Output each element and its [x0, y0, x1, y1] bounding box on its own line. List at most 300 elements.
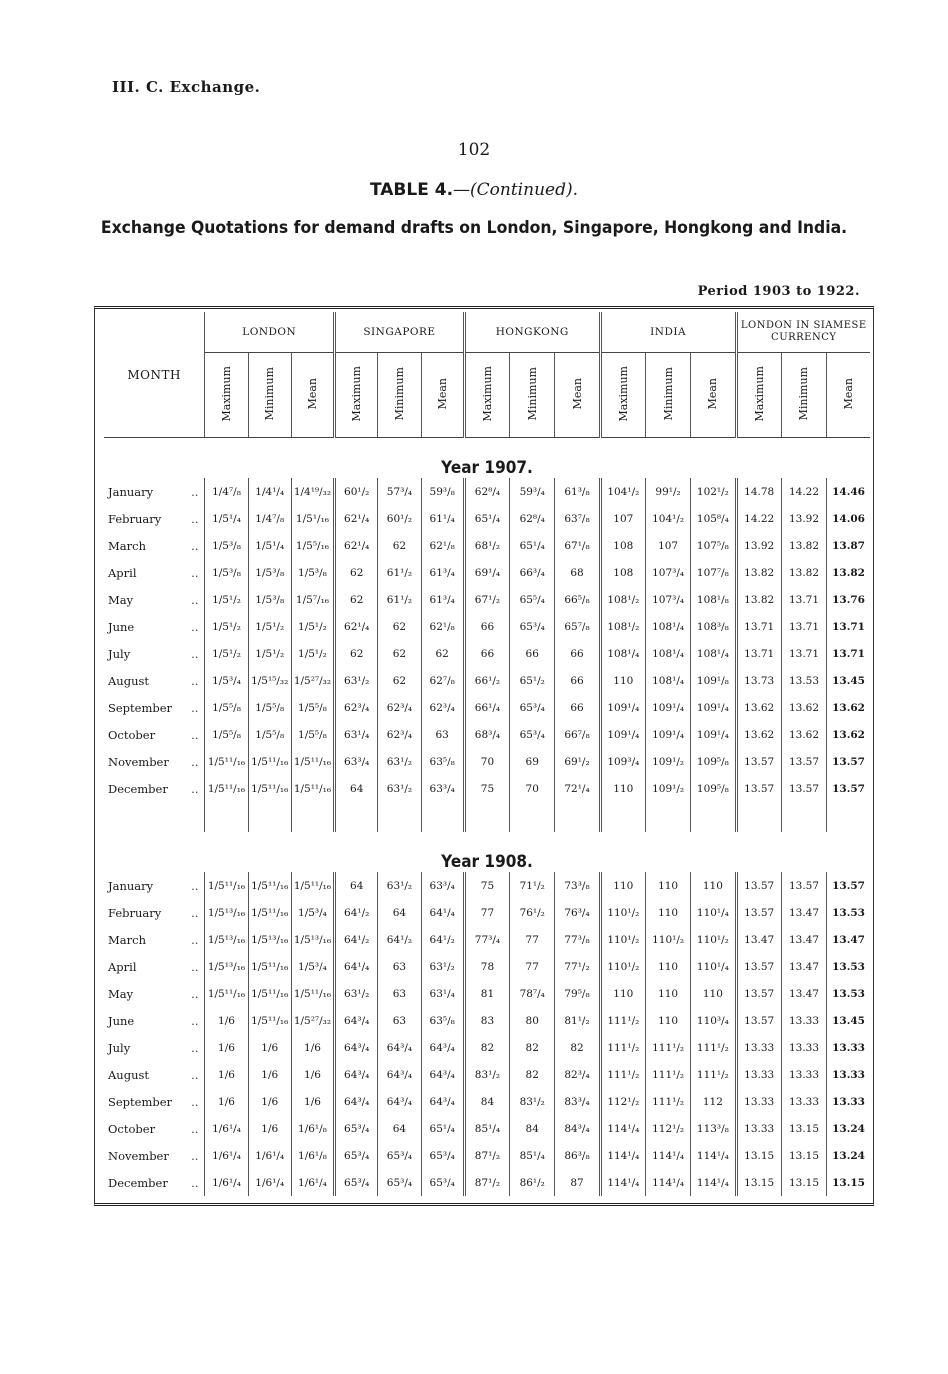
value-cell: 1/6 [291, 1088, 334, 1115]
value-cell: 83³/₄ [555, 1088, 600, 1115]
table-row [104, 1034, 870, 1061]
value-cell: 64¹/₄ [421, 899, 464, 926]
value-cell: 13.33 [781, 1007, 826, 1034]
value-cell: 62¹/₈ [421, 613, 464, 640]
value-cell: 63³/₄ [421, 872, 464, 899]
leader-dots: .. [191, 1121, 199, 1136]
value-cell: 64¹/₂ [335, 926, 378, 953]
value-cell: 13.57 [827, 872, 870, 899]
value-cell: 65¹/₄ [510, 532, 555, 559]
value-cell: 110 [645, 1007, 690, 1034]
value-cell: 1/6¹/₄ [205, 1115, 248, 1142]
value-cell: 66¹/₄ [464, 694, 509, 721]
value-cell: 62 [335, 640, 378, 667]
value-cell: 13.62 [736, 694, 781, 721]
value-cell: 65³/₄ [510, 694, 555, 721]
value-cell: 1/5¹¹/₁₆ [291, 748, 334, 775]
value-cell: 13.53 [781, 667, 826, 694]
value-cell: 63 [378, 953, 421, 980]
value-cell: 66 [464, 640, 509, 667]
value-cell: 1/6 [248, 1061, 291, 1088]
value-cell: 71¹/₂ [510, 872, 555, 899]
sub-header-min [248, 353, 291, 438]
value-cell: 13.57 [736, 775, 781, 802]
month-name: November [108, 1148, 169, 1163]
sub-header-label: Mean [842, 377, 856, 410]
value-cell: 64³/₄ [421, 1088, 464, 1115]
value-cell: 1/6¹/₄ [248, 1142, 291, 1169]
value-cell: 83¹/₂ [510, 1088, 555, 1115]
value-cell: 1/5¹¹/₁₆ [248, 980, 291, 1007]
leader-dots: .. [191, 619, 199, 634]
value-cell: 107⁷/₈ [691, 559, 736, 586]
value-cell: 109¹/₂ [645, 775, 690, 802]
table-row [104, 1007, 870, 1034]
leader-dots: .. [191, 781, 199, 796]
value-cell: 75 [464, 872, 509, 899]
value-cell: 66 [510, 640, 555, 667]
value-cell: 81¹/₂ [555, 1007, 600, 1034]
leader-dots: .. [191, 700, 199, 715]
sub-header-mean [827, 353, 870, 438]
value-cell: 63¹/₂ [421, 953, 464, 980]
group-header-india: INDIA [600, 312, 736, 353]
sub-header-row [104, 353, 870, 438]
value-cell: 1/5⁵/₈ [291, 721, 334, 748]
value-cell: 65³/₄ [335, 1169, 378, 1196]
value-cell: 13.71 [827, 640, 870, 667]
value-cell: 13.62 [827, 721, 870, 748]
value-cell: 111¹/₂ [691, 1061, 736, 1088]
value-cell: 110 [645, 953, 690, 980]
value-cell: 63¹/₄ [421, 980, 464, 1007]
value-cell: 1/5¹/₂ [248, 613, 291, 640]
value-cell: 111¹/₂ [645, 1088, 690, 1115]
month-name: March [108, 932, 146, 947]
value-cell: 13.33 [736, 1115, 781, 1142]
value-cell: 1/5³/₈ [291, 559, 334, 586]
sub-header-mean [691, 353, 736, 438]
value-cell: 65¹/₄ [464, 505, 509, 532]
value-cell: 1/5¹¹/₁₆ [291, 980, 334, 1007]
value-cell: 57³/₄ [378, 478, 421, 505]
value-cell: 66 [555, 667, 600, 694]
value-cell: 78 [464, 953, 509, 980]
value-cell: 13.53 [827, 980, 870, 1007]
value-cell: 1/5¹/₂ [248, 640, 291, 667]
leader-dots: .. [191, 1040, 199, 1055]
month-name: May [108, 592, 134, 607]
value-cell: 13.62 [781, 694, 826, 721]
value-cell: 13.53 [827, 899, 870, 926]
month-cell [104, 1007, 205, 1034]
value-cell: 62³/₄ [421, 694, 464, 721]
value-cell: 1/5³/₈ [248, 586, 291, 613]
value-cell: 13.53 [827, 953, 870, 980]
value-cell: 102¹/₂ [691, 478, 736, 505]
value-cell: 1/5¹/₄ [248, 532, 291, 559]
value-cell: 13.57 [781, 748, 826, 775]
value-cell: 110 [645, 899, 690, 926]
value-cell: 77 [464, 899, 509, 926]
value-cell: 112 [691, 1088, 736, 1115]
value-cell: 108 [600, 532, 645, 559]
value-cell: 13.57 [736, 953, 781, 980]
table-body [104, 438, 870, 1197]
value-cell: 109¹/₄ [691, 721, 736, 748]
table-row [104, 478, 870, 505]
value-cell: 108¹/₄ [691, 640, 736, 667]
value-cell: 1/4⁷/₈ [248, 505, 291, 532]
value-cell: 112¹/₂ [600, 1088, 645, 1115]
table-row [104, 926, 870, 953]
value-cell: 62 [378, 667, 421, 694]
value-cell: 82³/₄ [555, 1061, 600, 1088]
value-cell: 13.71 [736, 640, 781, 667]
value-cell: 75 [464, 775, 509, 802]
year-heading-row [104, 438, 870, 479]
period-label: Period 1903 to 1922. [697, 284, 860, 299]
leader-dots: .. [191, 673, 199, 688]
value-cell: 104¹/₂ [645, 505, 690, 532]
value-cell: 84³/₄ [555, 1115, 600, 1142]
value-cell: 1/6 [248, 1034, 291, 1061]
value-cell: 13.47 [827, 926, 870, 953]
value-cell: 13.57 [781, 775, 826, 802]
value-cell: 85¹/₄ [510, 1142, 555, 1169]
year-heading: Year 1908. [441, 852, 533, 872]
month-cell [104, 640, 205, 667]
value-cell: 62¹/₄ [335, 505, 378, 532]
value-cell: 1/5¹³/₁₆ [291, 926, 334, 953]
value-cell: 1/6¹/₈ [291, 1142, 334, 1169]
value-cell: 13.82 [736, 586, 781, 613]
value-cell: 1/5¹/₂ [205, 640, 248, 667]
value-cell: 86¹/₂ [510, 1169, 555, 1196]
month-name: August [108, 1067, 150, 1082]
table-title [0, 180, 948, 200]
month-cell [104, 980, 205, 1007]
value-cell: 13.57 [736, 872, 781, 899]
value-cell: 79⁵/₈ [555, 980, 600, 1007]
value-cell: 62 [378, 640, 421, 667]
value-cell: 1/5¹⁵/₃₂ [248, 667, 291, 694]
value-cell: 114¹/₄ [600, 1115, 645, 1142]
value-cell: 62 [335, 586, 378, 613]
value-cell: 108¹/₄ [645, 613, 690, 640]
value-cell: 110¹/₂ [645, 926, 690, 953]
page-number: 102 [457, 140, 491, 160]
value-cell: 65¹/₂ [510, 667, 555, 694]
value-cell: 64³/₄ [335, 1007, 378, 1034]
value-cell: 13.73 [736, 667, 781, 694]
value-cell: 109⁵/₈ [691, 775, 736, 802]
value-cell: 86³/₈ [555, 1142, 600, 1169]
leader-dots: .. [191, 484, 199, 499]
value-cell: 70 [510, 775, 555, 802]
value-cell: 77³/₈ [555, 926, 600, 953]
value-cell: 107 [600, 505, 645, 532]
leader-dots: .. [191, 905, 199, 920]
value-cell: 82 [464, 1034, 509, 1061]
value-cell: 68³/₄ [464, 721, 509, 748]
value-cell: 1/5¹¹/₁₆ [205, 775, 248, 802]
value-cell: 63⁷/₈ [555, 505, 600, 532]
value-cell: 63⁵/₈ [421, 1007, 464, 1034]
value-cell: 60¹/₂ [378, 505, 421, 532]
value-cell: 112¹/₂ [645, 1115, 690, 1142]
value-cell: 63⁵/₈ [421, 748, 464, 775]
value-cell: 62 [378, 613, 421, 640]
value-cell: 13.82 [781, 559, 826, 586]
value-cell: 1/5⁵/₈ [291, 694, 334, 721]
value-cell: 110 [600, 872, 645, 899]
value-cell: 13.82 [827, 559, 870, 586]
value-cell: 13.71 [781, 640, 826, 667]
value-cell: 76¹/₂ [510, 899, 555, 926]
value-cell: 1/5¹³/₁₆ [205, 953, 248, 980]
leader-dots: .. [191, 1067, 199, 1082]
value-cell: 109¹/₂ [645, 748, 690, 775]
value-cell: 62⁸/₄ [510, 505, 555, 532]
month-name: October [108, 727, 156, 742]
value-cell: 1/6 [205, 1007, 248, 1034]
value-cell: 14.78 [736, 478, 781, 505]
sub-header-min [781, 353, 826, 438]
value-cell: 109¹/₄ [600, 694, 645, 721]
value-cell: 63 [378, 1007, 421, 1034]
table-row [104, 1142, 870, 1169]
table-row [104, 667, 870, 694]
value-cell: 1/5¹¹/₁₆ [248, 1007, 291, 1034]
value-cell: 13.57 [736, 980, 781, 1007]
value-cell: 110¹/₂ [600, 926, 645, 953]
month-cell [104, 1142, 205, 1169]
table-row [104, 775, 870, 802]
value-cell: 63¹/₂ [335, 980, 378, 1007]
leader-dots: .. [191, 986, 199, 1001]
value-cell: 62 [378, 532, 421, 559]
leader-dots: .. [191, 1094, 199, 1109]
value-cell: 66 [555, 694, 600, 721]
value-cell: 77³/₄ [464, 926, 509, 953]
value-cell: 14.22 [736, 505, 781, 532]
value-cell: 107³/₄ [645, 559, 690, 586]
value-cell: 66 [464, 613, 509, 640]
sub-header-label: Mean [706, 377, 720, 410]
value-cell: 13.57 [736, 899, 781, 926]
value-cell: 62 [335, 559, 378, 586]
table-row [104, 1061, 870, 1088]
leader-dots: .. [191, 932, 199, 947]
month-name: February [108, 511, 162, 526]
value-cell: 1/5¹/₂ [291, 640, 334, 667]
value-cell: 108¹/₂ [600, 613, 645, 640]
value-cell: 108¹/₄ [645, 640, 690, 667]
sub-header-label: Maximum [616, 365, 630, 422]
leader-dots: .. [191, 646, 199, 661]
leader-dots: .. [191, 878, 199, 893]
leader-dots: .. [191, 565, 199, 580]
value-cell: 1/6 [205, 1088, 248, 1115]
value-cell: 13.33 [781, 1034, 826, 1061]
value-cell: 13.62 [781, 721, 826, 748]
value-cell: 111¹/₂ [645, 1034, 690, 1061]
value-cell: 14.22 [781, 478, 826, 505]
value-cell: 66⁷/₈ [555, 721, 600, 748]
value-cell: 77 [510, 953, 555, 980]
month-name: January [108, 878, 154, 893]
month-cell [104, 667, 205, 694]
month-name: August [108, 673, 150, 688]
value-cell: 1/5¹/₄ [205, 505, 248, 532]
value-cell: 65³/₄ [378, 1142, 421, 1169]
value-cell: 13.71 [736, 613, 781, 640]
value-cell: 85¹/₄ [464, 1115, 509, 1142]
value-cell: 65⁷/₈ [555, 613, 600, 640]
value-cell: 107⁵/₈ [691, 532, 736, 559]
value-cell: 61³/₄ [421, 559, 464, 586]
value-cell: 64 [335, 872, 378, 899]
month-name: March [108, 538, 146, 553]
leader-dots: .. [191, 592, 199, 607]
value-cell: 70 [464, 748, 509, 775]
value-cell: 87¹/₂ [464, 1142, 509, 1169]
sub-header-label: Maximum [480, 365, 494, 422]
month-cell [104, 872, 205, 899]
sub-header-label: Minimum [797, 366, 811, 421]
month-name: December [108, 781, 168, 796]
table-row [104, 1088, 870, 1115]
value-cell: 64³/₄ [335, 1088, 378, 1115]
sub-header-label: Maximum [219, 365, 233, 422]
leader-dots: .. [191, 1148, 199, 1163]
month-name: June [108, 1013, 135, 1028]
value-cell: 13.24 [827, 1115, 870, 1142]
month-cell [104, 505, 205, 532]
value-cell: 110 [691, 872, 736, 899]
value-cell: 64³/₄ [335, 1061, 378, 1088]
value-cell: 13.24 [827, 1142, 870, 1169]
month-cell [104, 613, 205, 640]
sub-header-min [510, 353, 555, 438]
table-row [104, 721, 870, 748]
month-cell [104, 1088, 205, 1115]
value-cell: 68¹/₂ [464, 532, 509, 559]
value-cell: 63 [378, 980, 421, 1007]
sub-header-max [600, 353, 645, 438]
value-cell: 64³/₄ [378, 1034, 421, 1061]
sub-header-max [335, 353, 378, 438]
value-cell: 1/6 [291, 1061, 334, 1088]
table-row [104, 899, 870, 926]
sub-header-label: Maximum [752, 365, 766, 422]
value-cell: 13.71 [827, 613, 870, 640]
sub-header-label: Minimum [392, 366, 406, 421]
month-cell [104, 775, 205, 802]
value-cell: 1/6 [205, 1034, 248, 1061]
value-cell: 83 [464, 1007, 509, 1034]
sub-header-label: Mean [305, 377, 319, 410]
value-cell: 66⁵/₈ [555, 586, 600, 613]
table-row [104, 953, 870, 980]
spacer-row [104, 802, 870, 832]
value-cell: 64 [335, 775, 378, 802]
value-cell: 1/5¹³/₁₆ [248, 926, 291, 953]
value-cell: 62³/₄ [378, 694, 421, 721]
value-cell: 76³/₄ [555, 899, 600, 926]
value-cell: 13.57 [781, 872, 826, 899]
value-cell: 67¹/₂ [464, 586, 509, 613]
value-cell: 110³/₄ [691, 1007, 736, 1034]
value-cell: 1/6 [248, 1088, 291, 1115]
value-cell: 13.57 [736, 1007, 781, 1034]
month-name: September [108, 700, 173, 715]
value-cell: 1/4⁷/₈ [205, 478, 248, 505]
value-cell: 1/5⁵/₈ [205, 721, 248, 748]
value-cell: 13.82 [781, 532, 826, 559]
value-cell: 65³/₄ [378, 1169, 421, 1196]
value-cell: 63³/₄ [335, 748, 378, 775]
value-cell: 104¹/₂ [600, 478, 645, 505]
value-cell: 13.47 [781, 953, 826, 980]
value-cell: 1/5¹³/₁₆ [205, 926, 248, 953]
value-cell: 1/6 [205, 1061, 248, 1088]
value-cell: 82 [555, 1034, 600, 1061]
value-cell: 84 [510, 1115, 555, 1142]
value-cell: 1/5¹¹/₁₆ [248, 899, 291, 926]
value-cell: 110 [691, 980, 736, 1007]
value-cell: 110¹/₂ [600, 953, 645, 980]
value-cell: 108³/₈ [691, 613, 736, 640]
value-cell: 1/6 [291, 1034, 334, 1061]
value-cell: 59³/₈ [421, 478, 464, 505]
value-cell: 99¹/₂ [645, 478, 690, 505]
leader-dots: .. [191, 1013, 199, 1028]
month-cell [104, 953, 205, 980]
value-cell: 84 [464, 1088, 509, 1115]
value-cell: 64 [378, 899, 421, 926]
value-cell: 69¹/₂ [555, 748, 600, 775]
table-row [104, 872, 870, 899]
value-cell: 66³/₄ [510, 559, 555, 586]
value-cell: 81 [464, 980, 509, 1007]
value-cell: 65³/₄ [335, 1142, 378, 1169]
group-header-hongkong: HONGKONG [464, 312, 600, 353]
leader-dots: .. [191, 538, 199, 553]
table-row [104, 748, 870, 775]
value-cell: 108 [600, 559, 645, 586]
value-cell: 114¹/₄ [691, 1169, 736, 1196]
table-row [104, 694, 870, 721]
table-row [104, 532, 870, 559]
value-cell: 1/5³/₄ [205, 667, 248, 694]
value-cell: 82 [510, 1061, 555, 1088]
group-header-london: LONDON [205, 312, 335, 353]
sub-header-mean [291, 353, 334, 438]
value-cell: 64¹/₄ [335, 953, 378, 980]
value-cell: 1/5³/₈ [205, 532, 248, 559]
value-cell: 61³/₄ [421, 586, 464, 613]
value-cell: 114¹/₄ [600, 1169, 645, 1196]
value-cell: 78⁷/₄ [510, 980, 555, 1007]
value-cell: 13.71 [781, 613, 826, 640]
value-cell: 65³/₄ [510, 721, 555, 748]
value-cell: 61¹/₂ [378, 559, 421, 586]
value-cell: 13.33 [827, 1061, 870, 1088]
value-cell: 107³/₄ [645, 586, 690, 613]
value-cell: 13.47 [781, 899, 826, 926]
